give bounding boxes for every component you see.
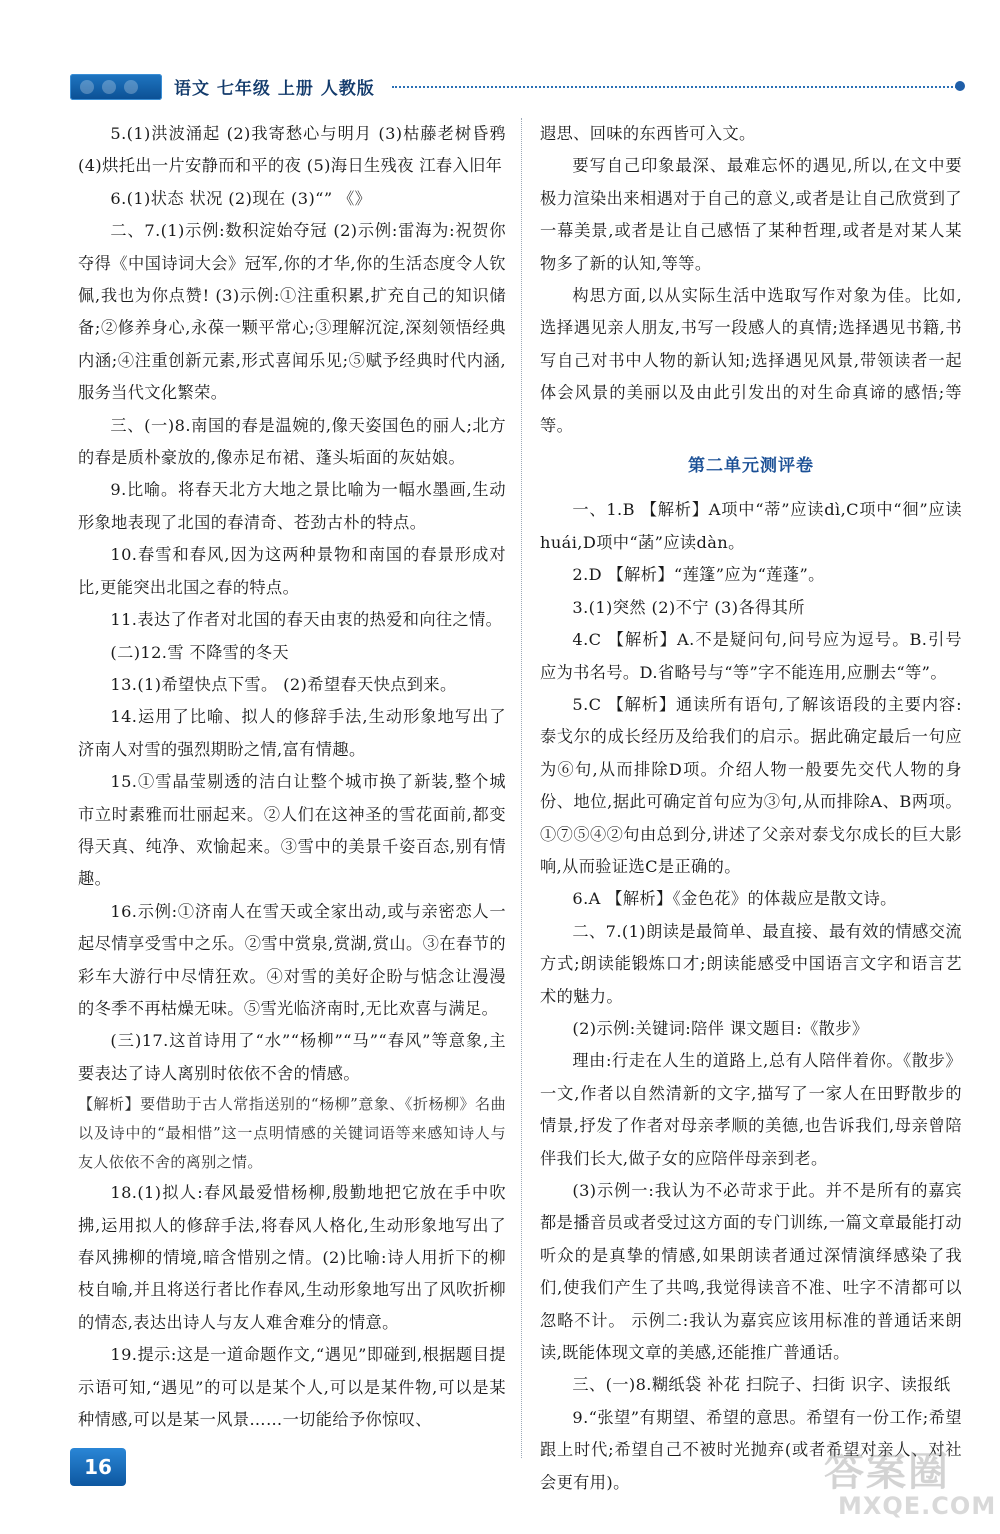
answer-item-5: 5.(1)洪波涌起 (2)我寄愁心与明月 (3)枯藤老树昏鸦 (4)烘托出一片安静而和平的夜 (5)海日生残夜 江春入旧年 — [78, 124, 506, 176]
page-header — [70, 70, 970, 106]
answer-item-7: 二、7.(1)示例:数积淀始夺冠 (2)示例:雷海为:祝贺你夺得《中国诗词大会》冠军,你的才华,你的生活态度令人钦佩,我也为你点赞! (3)示例:①注重积累,扩充自己的知识储备;②修养身心,永葆一颗平常心;③理解沉淀,深刻领悟经典内涵;④注重创新元素,形式喜闻乐见;⑤赋予经典时代内涵,服务当代文化繁荣。 — [78, 221, 506, 403]
watermark-logo — [812, 1440, 997, 1526]
analysis-note-17: 【解析】要借助于古人常指送别的“杨柳”意象、《折杨柳》名曲以及诗中的“最相惜”这一点明情感的关键词语等来感知诗人与友人依依不舍的离别之情。 — [78, 1095, 506, 1172]
answer-item-18: 18.(1)拟人:春风最爱惜杨柳,殷勤地把它放在手中吹拂,运用拟人的修辞手法,将春风人格化,生动形象地写出了春风拂柳的情境,暗含惜别之情。(2)比喻:诗人用折下的柳枝自喻,并且将送行者比作春风,生动形象地写出了风吹折柳的情态,表达出诗人与友人难舍难分的情意。 — [78, 1183, 506, 1332]
unit2-item-9: 9.“张望”有期望、希望的意思。希望有一份工作;希望跟上时代;希望自己不被时光抛弃(或者希望对亲人、对社会更有用)。 — [540, 1407, 962, 1492]
column-divider — [521, 118, 522, 1458]
answer-item-17: (三)17.这首诗用了“水”“杨柳”“马”“春风”等意象,主要表达了诗人离别时依依不舍的情感。 — [78, 1031, 506, 1083]
unit2-item-6: 6.A 【解析】《金色花》的体裁应是散文诗。 — [572, 889, 897, 909]
answer-item-10: 10.春雪和春风,因为这两种景物和南国的春景形成对比,更能突出北国之春的特点。 — [78, 545, 506, 597]
watermark-logo-text: 答案圈 — [824, 1449, 950, 1495]
answer-item-19: 19.提示:这是一道命题作文,“遇见”即碰到,根据题目提示语可知,“遇见”的可以是某个人,可以是某件物,可以是某种情感,可以是某一风景……一切能给予你惊叹、 — [78, 1345, 506, 1430]
right-column — [540, 118, 962, 1499]
unit2-item-7-3: (3)示例一:我认为不必苛求于此。并不是所有的嘉宾都是播音员或者受过这方面的专门训练,一篇文章最能打动听众的是真挚的情感,如果朗读者通过深情演绎感染了我们,使我们产生了共鸣,我觉得读音不准、吐字不清都可以忽略不计。 示例二:我认为嘉宾应该用标准的普通话来朗读,既能体现文章的美感,还能推广普通话。 — [540, 1181, 962, 1363]
unit2-item-1: 一、1.B 【解析】A项中“蒂”应读dì,C项中“徊”应读huái,D项中“菡”应读dàn。 — [540, 500, 962, 552]
answer-19-para-3: 构思方面,以从实际生活中选取写作对象为佳。比如,选择遇见亲人朋友,书写一段感人的真情;选择遇见书籍,书写自己对书中人物的新认知;选择遇见风景,带领读者一起体会风景的美丽以及由此引发出的对生命真谛的感悟;等等。 — [540, 286, 962, 435]
header-rule-end-dot — [955, 81, 965, 91]
answer-item-12: (二)12.雪 不降雪的冬天 — [110, 642, 290, 662]
section-title: 第二单元测评卷 — [688, 456, 814, 477]
answer-19-para-2: 要写自己印象最深、最难忘怀的遇见,所以,在文中要极力渲染出来相遇对于自己的意义,或者是让自己欣赏到了一幕美景,或者是让自己感悟了某种哲理,或者是对某人某物多了新的认知,等等。 — [540, 156, 962, 273]
unit2-item-7-2: (2)示例:关键词:陪伴 课文题目:《散步》 — [572, 1018, 869, 1038]
answer-item-6: 6.(1)状态 状况 (2)现在 (3)“” 《》 — [110, 188, 372, 208]
watermark-url: MXQE.COM — [838, 1492, 997, 1520]
unit2-item-2: 2.D 【解析】“莲篷”应为“莲蓬”。 — [572, 565, 825, 585]
answer-item-14: 14.运用了比喻、拟人的修辞手法,生动形象地写出了济南人对雪的强烈期盼之情,富有情趣。 — [78, 707, 506, 759]
series-logo-badge — [70, 74, 162, 100]
unit2-item-7-2-reason: 理由:行走在人生的道路上,总有人陪伴着你。《散步》一文,作者以自然清新的文字,描写了一家人在田野散步的情景,抒发了作者对母亲孝顺的美德,也告诉我们,母亲曾陪伴我们长大,做子女的应陪伴母亲到老。 — [540, 1051, 962, 1168]
left-column — [78, 118, 506, 1436]
answer-item-8: 三、(一)8.南国的春是温婉的,像天姿国色的丽人;北方的春是质朴豪放的,像赤足布裙、蓬头垢面的灰姑娘。 — [78, 415, 506, 468]
answer-item-16: 16.示例:①济南人在雪天或全家出动,或与亲密恋人一起尽情享受雪中之乐。②雪中赏泉,赏湖,赏山。③在春节的彩车大游行中尽情狂欢。④对雪的美好企盼与惦念让漫漫的冬季不再枯燥无味。⑤雪光临济南时,无比欢喜与满足。 — [78, 901, 506, 1018]
header-dotted-rule — [392, 86, 960, 88]
answer-19-continued: 遐思、回味的东西皆可入文。 — [540, 124, 756, 143]
unit2-item-5: 5.C 【解析】通读所有语句,了解该语段的主要内容:泰戈尔的成长经历及给我们的启示。据此确定最后一句应为⑥句,从而排除D项。介绍人物一般要先交代人物的身份、地位,据此可确定首句应为③句,从而排除A、B两项。①⑦⑤④②句由总到分,讲述了父亲对泰戈尔成长的巨大影响,从而验证选C是正确的。 — [540, 694, 962, 876]
unit2-item-4: 4.C 【解析】A.不是疑问句,问号应为逗号。B.引号应为书名号。D.省略号与“等”字不能连用,应删去“等”。 — [540, 630, 962, 682]
unit2-item-8: 三、(一)8.糊纸袋 补花 扫院子、扫街 识字、读报纸 — [572, 1375, 951, 1395]
answer-item-13: 13.(1)希望快点下雪。 (2)希望春天快点到来。 — [110, 674, 457, 694]
answer-item-11: 11.表达了作者对北国的春天由衷的热爱和向往之情。 — [110, 610, 503, 630]
answer-item-15: 15.①雪晶莹剔透的洁白让整个城市换了新装,整个城市立时素雅而壮丽起来。②人们在这神圣的雪花面前,都变得天真、纯净、欢愉起来。③雪中的美景千姿百态,别有情趣。 — [78, 772, 506, 889]
unit2-item-7-1: 二、7.(1)朗读是最简单、最直接、最有效的情感交流方式;朗读能锻炼口才;朗读能感受中国语言文字和语言艺术的魅力。 — [540, 921, 962, 1006]
answer-item-9: 9.比喻。将春天北方大地之景比喻为一幅水墨画,生动形象地表现了北国的春清奇、苍劲古朴的特点。 — [78, 480, 506, 532]
unit2-item-3: 3.(1)突然 (2)不宁 (3)各得其所 — [572, 597, 805, 617]
page-number: 16 — [70, 1448, 126, 1486]
header-title: 语文 七年级 上册 人教版 — [174, 79, 375, 99]
